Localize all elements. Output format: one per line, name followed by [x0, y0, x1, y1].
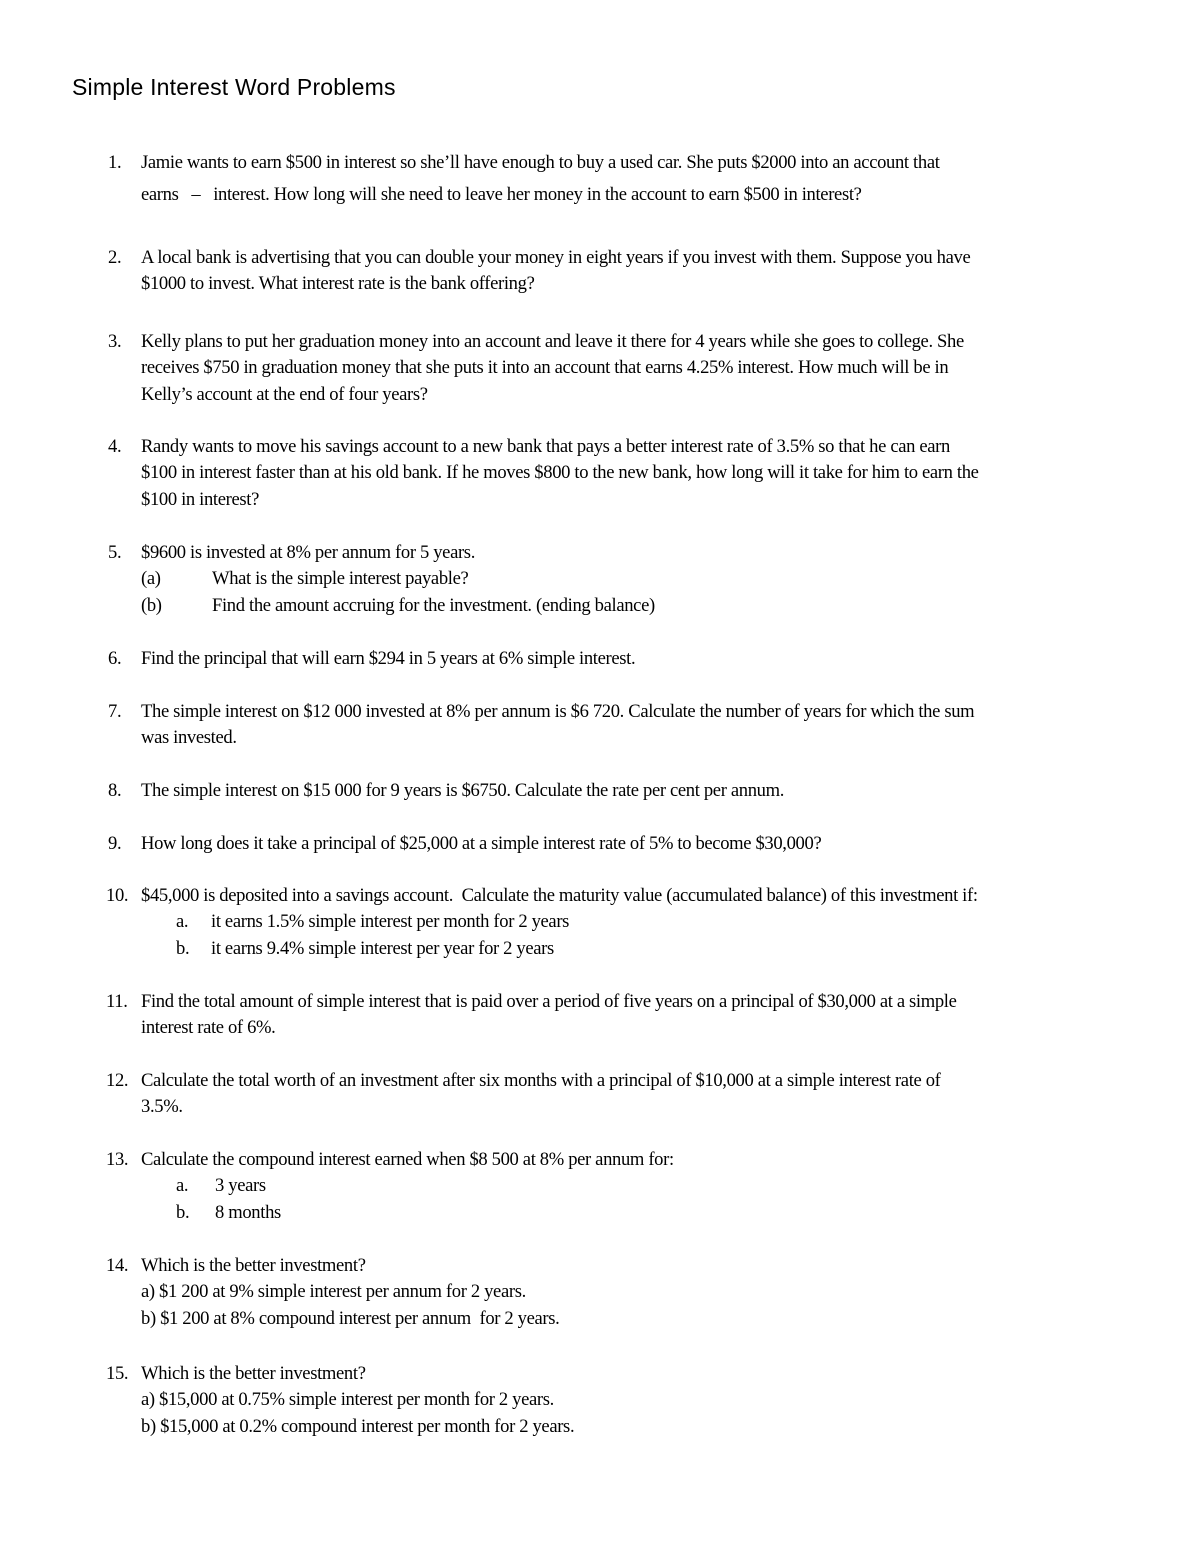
- problem-text: $9600 is invested at 8% per annum for 5 years.: [141, 542, 475, 563]
- problem-text: a) $15,000 at 0.75% simple interest per month for 2 years.: [141, 1389, 554, 1411]
- problem-number: 10.: [106, 885, 129, 906]
- problem-13: [0, 1147, 1200, 1226]
- problem-number: 2.: [108, 247, 122, 268]
- problem-10: [0, 883, 1200, 962]
- sub-label: (b): [141, 594, 162, 616]
- problem-text: was invested.: [141, 727, 237, 749]
- problem-text: 3.5%.: [141, 1096, 183, 1118]
- sub-text: it earns 1.5% simple interest per month for 2 years: [211, 911, 570, 933]
- problem-number: 1.: [108, 152, 122, 173]
- sub-question: [0, 936, 1200, 962]
- problem-number: 11.: [106, 991, 128, 1012]
- sub-label: b.: [176, 1201, 190, 1223]
- problem-number: 14.: [106, 1255, 129, 1276]
- problem-6: [0, 646, 1200, 672]
- problem-text: How long does it take a principal of $25,000 at a simple interest rate of 5% to become $30,000?: [141, 833, 822, 854]
- problem-15: [0, 1361, 1200, 1440]
- problem-1: [0, 150, 1200, 209]
- sub-question: [0, 593, 1200, 619]
- sub-question: [0, 1173, 1200, 1199]
- page-title: Simple Interest Word Problems: [72, 74, 396, 100]
- sub-question: [0, 909, 1200, 935]
- sub-question: [0, 1200, 1200, 1226]
- problem-text: b) $15,000 at 0.2% compound interest per month for 2 years.: [141, 1415, 575, 1437]
- problem-11: [0, 989, 1200, 1042]
- problem-text: a) $1 200 at 9% simple interest per annum for 2 years.: [141, 1281, 526, 1303]
- sub-label: a.: [176, 1175, 189, 1197]
- sub-label: b.: [176, 937, 190, 959]
- problem-text: $100 in interest?: [141, 488, 259, 510]
- problem-number: 3.: [108, 331, 122, 352]
- problem-text: Kelly’s account at the end of four years?: [141, 383, 428, 405]
- problem-text: Kelly plans to put her graduation money into an account and leave it there for 4 years while she goes to college. She: [141, 331, 964, 352]
- problem-9: [0, 831, 1200, 857]
- problem-5: [0, 540, 1200, 619]
- problem-number: 4.: [108, 436, 122, 457]
- problem-text: A local bank is advertising that you can double your money in eight years if you invest with them. Suppose you have: [141, 247, 971, 268]
- problem-number: 15.: [106, 1363, 129, 1384]
- problem-number: 6.: [108, 648, 122, 669]
- sub-label: a.: [176, 911, 189, 933]
- problem-4: [0, 434, 1200, 513]
- problem-text: The simple interest on $15 000 for 9 years is $6750. Calculate the rate per cent per annum.: [141, 780, 785, 801]
- sub-text: What is the simple interest payable?: [212, 568, 469, 590]
- problem-text: $100 in interest faster than at his old bank. If he moves $800 to the new bank, how long will it take for him to earn the: [141, 462, 979, 484]
- problem-text: b) $1 200 at 8% compound interest per annum for 2 years.: [141, 1307, 560, 1329]
- sub-text: 8 months: [215, 1201, 281, 1223]
- problem-text: $1000 to invest. What interest rate is the bank offering?: [141, 273, 535, 295]
- problem-7: [0, 699, 1200, 752]
- problem-text: Which is the better investment?: [141, 1363, 366, 1384]
- problem-number: 12.: [106, 1070, 129, 1091]
- problem-14: [0, 1253, 1200, 1332]
- problem-number: 13.: [106, 1149, 129, 1170]
- problem-number: 9.: [108, 833, 122, 854]
- problem-text: Jamie wants to earn $500 in interest so she’ll have enough to buy a used car. She puts $2000 into an account that: [141, 152, 940, 173]
- sub-text: it earns 9.4% simple interest per year for 2 years: [211, 937, 554, 959]
- problem-text: receives $750 in graduation money that she puts it into an account that earns 4.25% interest. How much will be in: [141, 357, 949, 379]
- problem-number: 5.: [108, 542, 122, 563]
- problem-text: interest rate of 6%.: [141, 1017, 276, 1039]
- sub-text: Find the amount accruing for the investment. (ending balance): [212, 594, 655, 616]
- sub-label: (a): [141, 568, 161, 590]
- sub-text: 3 years: [215, 1175, 266, 1197]
- problem-text: Find the principal that will earn $294 in 5 years at 6% simple interest.: [141, 648, 636, 669]
- problem-12: [0, 1068, 1200, 1121]
- problem-number: 8.: [108, 780, 122, 801]
- problem-3: [0, 329, 1200, 408]
- problem-text: $45,000 is deposited into a savings account. Calculate the maturity value (accumulated balance) of this investment if:: [141, 885, 978, 906]
- problem-2: [0, 245, 1200, 298]
- problem-text: Randy wants to move his savings account to a new bank that pays a better interest rate of 3.5% so that he can earn: [141, 436, 950, 457]
- problem-text: Find the total amount of simple interest that is paid over a period of five years on a principal of $30,000 at a simple: [141, 991, 957, 1012]
- problem-number: 7.: [108, 701, 122, 722]
- problem-text: Calculate the total worth of an investment after six months with a principal of $10,000 at a simple interest rate of: [141, 1070, 941, 1091]
- sub-question: [0, 566, 1200, 592]
- problem-text: earns – interest. How long will she need to leave her money in the account to earn $500 in interest?: [141, 184, 862, 206]
- problem-text: Which is the better investment?: [141, 1255, 366, 1276]
- problem-8: [0, 778, 1200, 804]
- problem-text: Calculate the compound interest earned when $8 500 at 8% per annum for:: [141, 1149, 674, 1170]
- problem-text: The simple interest on $12 000 invested at 8% per annum is $6 720. Calculate the number of years for which the sum: [141, 701, 975, 722]
